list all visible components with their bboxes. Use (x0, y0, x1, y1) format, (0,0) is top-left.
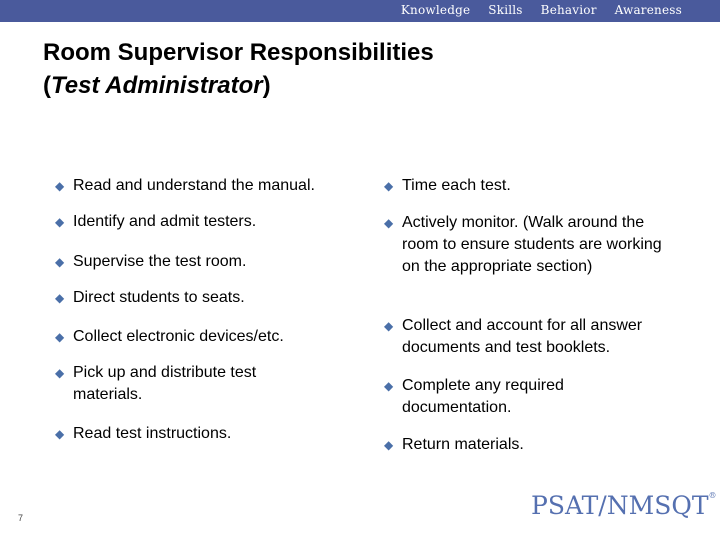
bullet-text: Identify and admit testers. (73, 213, 257, 230)
title-line-1: Room Supervisor Responsibilities (43, 39, 434, 66)
list-item (55, 362, 295, 406)
bullet-text: Collect and account for all answer documents and test booklets. (402, 317, 643, 356)
bullet-text: Return materials. (402, 436, 524, 453)
bullet-text: Actively monitor. (Walk around the room to ensure students are working on the appropriate section) (402, 214, 662, 275)
bullet-icon: ◆ (55, 255, 65, 269)
bullet-text: Pick up and distribute test materials. (73, 364, 257, 403)
list-item (55, 326, 355, 348)
psat-nmsqt-logo (531, 491, 717, 520)
bullet-icon: ◆ (55, 215, 65, 229)
bullet-icon: ◆ (55, 366, 65, 380)
bullet-icon: ◆ (55, 427, 65, 441)
list-item (55, 423, 355, 445)
bullet-icon: ◆ (55, 291, 65, 305)
title-italic: Test Administrator (51, 72, 263, 99)
bullet-text: Collect electronic devices/etc. (73, 328, 284, 345)
top-nav (401, 0, 682, 20)
bullet-icon: ◆ (55, 179, 65, 193)
bullet-icon: ◆ (384, 379, 394, 393)
list-item (384, 375, 594, 419)
bullet-icon: ◆ (384, 319, 394, 333)
bullet-text: Complete any required documentation. (402, 377, 564, 416)
nav-item-awareness[interactable]: Awareness (614, 3, 682, 17)
list-item (384, 434, 684, 456)
nav-item-knowledge[interactable]: Knowledge (400, 3, 471, 17)
bullet-icon: ◆ (384, 216, 394, 230)
nav-item-behavior[interactable]: Behavior (540, 3, 597, 17)
list-item (55, 251, 355, 273)
list-item (55, 211, 355, 233)
nav-item-skills[interactable]: Skills (488, 3, 523, 17)
bullet-icon: ◆ (384, 438, 394, 452)
header-bar (0, 0, 720, 22)
bullet-text: Read and understand the manual. (73, 177, 315, 194)
list-item (384, 212, 680, 278)
page-number: 7 (18, 513, 24, 523)
list-item (384, 315, 680, 359)
list-item (55, 175, 355, 197)
list-item (55, 287, 355, 309)
bullet-icon: ◆ (384, 179, 394, 193)
bullet-text: Read test instructions. (73, 425, 232, 442)
bullet-text: Direct students to seats. (73, 289, 245, 306)
bullet-icon: ◆ (55, 330, 65, 344)
registered-mark: ® (708, 491, 717, 500)
bullet-text: Time each test. (402, 177, 511, 194)
bullet-text: Supervise the test room. (73, 253, 247, 270)
title-line-2: (Test Administrator) (43, 72, 271, 99)
logo-text: PSAT/NMSQT (531, 491, 709, 520)
page-title (43, 36, 683, 102)
list-item (384, 175, 684, 197)
